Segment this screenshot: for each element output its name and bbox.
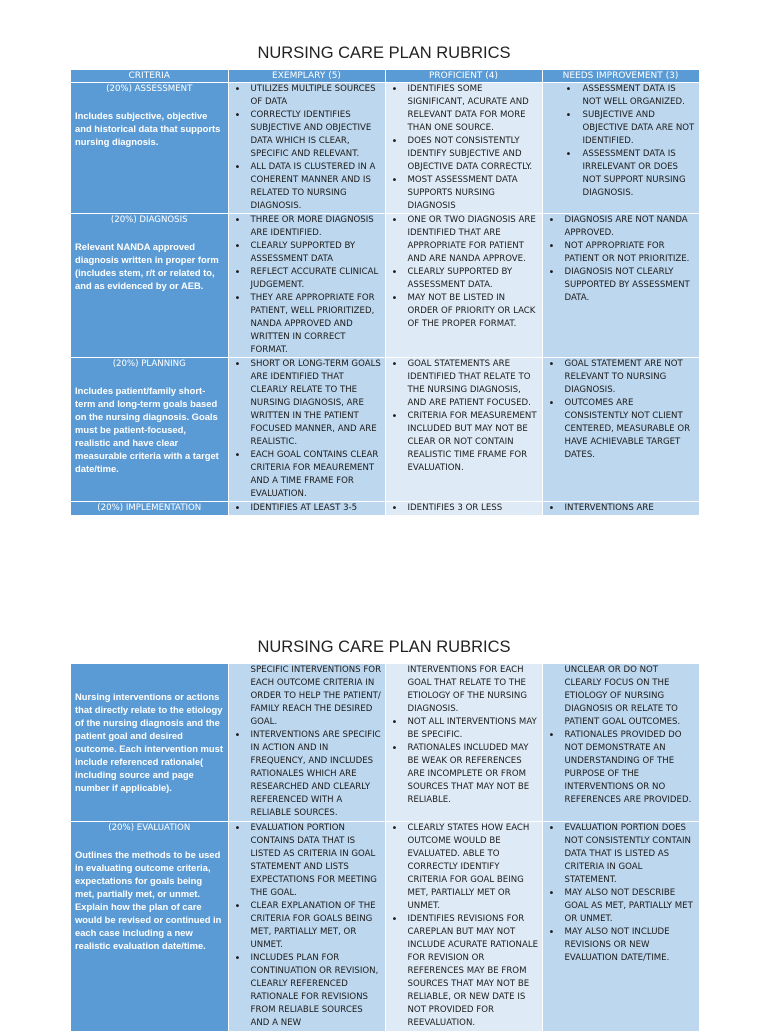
list-item: • INTERVENTIONS ARE SPECIFIC IN ACTION AND IN FREQUENCY, AND INCLUDES RATIONALES WHICH ARE RESEARCHED AND CLEARLY REFERENCED WITH A RELIABLE SOURCES. bbox=[229, 729, 385, 820]
cell-needs-improvement bbox=[542, 821, 699, 1031]
criteria-assessment bbox=[71, 83, 228, 214]
cell-exemplary bbox=[228, 821, 385, 1031]
list-item: • IDENTIFIES REVISIONS FOR CAREPLAN BUT MAY NOT INCLUDE ACURATE RATIONALE FOR REVISION OR REFERENCES MAY BE FROM SOURCES THAT MAY NOT BE RELIABLE, OR NEW DATE IS NOT PROVIDED FOR REEVALUATION. bbox=[386, 913, 542, 1030]
cell-exemplary bbox=[228, 502, 385, 516]
list-item: • ONE OR TWO DIAGNOSIS ARE IDENTIFIED THAT ARE APPROPRIATE FOR PATIENT AND ARE NANDA APPROVE. bbox=[386, 214, 542, 266]
cell-proficient bbox=[385, 664, 542, 821]
list-item: • DOES NOT CONSISTENTLY IDENTIFY SUBJECTIVE AND OBJECTIVE DATA CORRECTLY. bbox=[386, 135, 542, 174]
bullet-list bbox=[386, 716, 542, 807]
criteria-implementation bbox=[71, 502, 228, 516]
list-item: • THEY ARE APPROPRIATE FOR PATIENT, WELL PRIORITIZED, NANDA APPROVED AND WRITTEN IN CORRECT FORMAT. bbox=[229, 292, 385, 357]
criteria-title: (20%) IMPLEMENTATION bbox=[97, 503, 202, 513]
list-item: • MOST ASSESSMENT DATA SUPPORTS NURSING DIAGNOSIS bbox=[386, 174, 542, 213]
row-evaluation bbox=[71, 821, 699, 1031]
header-criteria: CRITERIA bbox=[71, 70, 228, 83]
list-item: • OUTCOMES ARE CONSISTENTLY NOT CLIENT CENTERED, MEASURABLE OR HAVE ACHIEVABLE TARGET DATES. bbox=[543, 397, 699, 462]
list-item: • CLEARLY STATES HOW EACH OUTCOME WOULD BE EVALUATED. ABLE TO CORRECTLY IDENTIFY CRITERIA FOR GOAL BEING MET, PARTIALLY MET OR UNMET. bbox=[386, 822, 542, 913]
bullet-list bbox=[543, 214, 699, 305]
bullet-list bbox=[229, 83, 385, 213]
criteria-evaluation bbox=[71, 821, 228, 1031]
bullet-list bbox=[229, 729, 385, 820]
bullet-list bbox=[386, 83, 542, 213]
header-exemplary: EXEMPLARY (5) bbox=[228, 70, 385, 83]
bullet-list bbox=[229, 822, 385, 1030]
list-item: • EVALUATION PORTION CONTAINS DATA THAT IS LISTED AS CRITERIA IN GOAL STATEMENT AND LISTS EXPECTATIONS FOR MEETING THE GOAL. bbox=[229, 822, 385, 900]
row-implementation bbox=[71, 502, 699, 516]
bullet-list bbox=[386, 358, 542, 475]
cell-needs-improvement bbox=[542, 83, 699, 214]
list-item: • INTERVENTIONS ARE bbox=[543, 502, 699, 515]
cell-proficient bbox=[385, 83, 542, 214]
criteria-description: Relevant NANDA approved diagnosis written in proper form (includes stem, r/t or related to, and as evidenced by or AEB. bbox=[75, 241, 219, 291]
criteria-description: Includes patient/family short-term and long-term goals based on the nursing diagnosis. Goals must be patient-focused, realistic and have clear measurable criteria with a target date/time. bbox=[75, 385, 219, 474]
list-item: • GOAL STATEMENT ARE NOT RELEVANT TO NURSING DIAGNOSIS. bbox=[543, 358, 699, 397]
bullet-list bbox=[543, 83, 699, 200]
cell-needs-improvement bbox=[542, 664, 699, 821]
cell-proficient bbox=[385, 214, 542, 358]
list-item: • MAY ALSO NOT INCLUDE REVISIONS OR NEW EVALUATION DATE/TIME. bbox=[543, 926, 699, 965]
list-item: • CORRECTLY IDENTIFIES SUBJECTIVE AND OBJECTIVE DATA WHICH IS CLEAR, SPECIFIC AND RELEVANT. bbox=[229, 109, 385, 161]
criteria-planning bbox=[71, 358, 228, 502]
criteria-title: (20%) PLANNING bbox=[112, 359, 186, 369]
list-item: • IDENTIFIES SOME SIGNIFICANT, ACURATE AND RELEVANT DATA FOR MORE THAN ONE SOURCE. bbox=[386, 83, 542, 135]
cell-proficient bbox=[385, 358, 542, 502]
list-item: • CLEARLY SUPPORTED BY ASSESSMENT DATA bbox=[229, 240, 385, 266]
cell-exemplary bbox=[228, 358, 385, 502]
row-planning bbox=[71, 358, 699, 502]
cell-proficient bbox=[385, 502, 542, 516]
list-item: • RATIONALES INCLUDED MAY BE WEAK OR REFERENCES ARE INCOMPLETE OR FROM SOURCES THAT MAY NOT BE RELIABLE. bbox=[386, 742, 542, 807]
bullet-list bbox=[386, 214, 542, 331]
criteria-implementation bbox=[71, 664, 228, 821]
criteria-title: (20%) EVALUATION bbox=[108, 822, 191, 833]
list-item: • DIAGNOSIS ARE NOT NANDA APPROVED. bbox=[543, 214, 699, 240]
list-item: • RATIONALES PROVIDED DO NOT DEMONSTRATE AN UNDERSTANDING OF THE PURPOSE OF THE INTERVENTIONS OR NO REFERENCES ARE PROVIDED. bbox=[543, 729, 699, 807]
criteria-diagnosis bbox=[71, 214, 228, 358]
cell-needs-improvement bbox=[542, 214, 699, 358]
list-item: • IDENTIFIES 3 OR LESS bbox=[386, 502, 542, 515]
list-item: • NOT ALL INTERVENTIONS MAY BE SPECIFIC. bbox=[386, 716, 542, 742]
list-item: • SUBJECTIVE AND OBJECTIVE DATA ARE NOT IDENTIFIED. bbox=[543, 109, 699, 148]
list-item: • NOT APPROPRIATE FOR PATIENT OR NOT PRIORITIZE. bbox=[543, 240, 699, 266]
continued-text: UNCLEAR OR DO NOT CLEARLY FOCUS ON THE ETIOLOGY OF NURSING DIAGNOSIS OR RELATE TO PATIENT GOAL OUTCOMES. bbox=[564, 665, 681, 727]
rubric-table-page1 bbox=[71, 70, 700, 516]
list-item: • CLEAR EXPLANATION OF THE CRITERIA FOR GOALS BEING MET, PARTIALLY MET, OR UNMET. bbox=[229, 900, 385, 952]
list-item: • ALL DATA IS CLUSTERED IN A COHERENT MANNER AND IS RELATED TO NURSING DIAGNOSIS. bbox=[229, 161, 385, 213]
list-item: • REFLECT ACCURATE CLINICAL JUDGEMENT. bbox=[229, 266, 385, 292]
bullet-list bbox=[229, 214, 385, 357]
cell-exemplary bbox=[228, 83, 385, 214]
page-title: NURSING CARE PLAN RUBRICS bbox=[257, 44, 511, 62]
bullet-list bbox=[543, 729, 699, 807]
list-item: • DIAGNOSIS NOT CLEARLY SUPPORTED BY ASSESSMENT DATA. bbox=[543, 266, 699, 305]
list-item: • EVALUATION PORTION DOES NOT CONSISTENTLY CONTAIN DATA THAT IS LISTED AS CRITERIA IN GOAL STATEMENT. bbox=[543, 822, 699, 887]
bullet-list bbox=[386, 822, 542, 1030]
list-item: • CLEARLY SUPPORTED BY ASSESSMENT DATA. bbox=[386, 266, 542, 292]
list-item: • THREE OR MORE DIAGNOSIS ARE IDENTIFIED. bbox=[229, 214, 385, 240]
criteria-title: (20%) ASSESSMENT bbox=[106, 84, 193, 94]
list-item: • ASSESSMENT DATA IS NOT WELL ORGANIZED. bbox=[543, 83, 699, 109]
header-row bbox=[71, 70, 699, 83]
list-item: • ASSESSMENT DATA IS IRRELEVANT OR DOES NOT SUPPORT NURSING DIAGNOSIS. bbox=[543, 148, 699, 200]
page-title: NURSING CARE PLAN RUBRICS bbox=[257, 638, 511, 656]
row-implementation-continued bbox=[71, 664, 699, 821]
header-proficient: PROFICIENT (4) bbox=[385, 70, 542, 83]
bullet-list bbox=[543, 358, 699, 462]
bullet-list bbox=[543, 822, 699, 965]
list-item: • INCLUDES PLAN FOR CONTINUATION OR REVISION, CLEARLY REFERENCED RATIONALE FOR REVISIONS FROM RELIABLE SOURCES AND A NEW bbox=[229, 952, 385, 1030]
bullet-list bbox=[229, 358, 385, 501]
continued-text: SPECIFIC INTERVENTIONS FOR EACH OUTCOME CRITERIA IN ORDER TO HELP THE PATIENT/ FAMILY REACH THE DESIRED GOAL. bbox=[250, 665, 382, 727]
criteria-title: (20%) DIAGNOSIS bbox=[110, 215, 188, 225]
rubric-table-page2 bbox=[71, 664, 700, 1032]
cell-needs-improvement bbox=[542, 502, 699, 516]
criteria-description: Includes subjective, objective and historical data that supports nursing diagnosis. bbox=[75, 110, 221, 147]
cell-exemplary bbox=[228, 664, 385, 821]
criteria-description: Nursing interventions or actions that directly relate to the etiology of the nursing diagnosis and the patient goal and desired outcome. Each intervention must include referenced rationale( including source and page number if applicable). bbox=[75, 691, 223, 794]
cell-proficient bbox=[385, 821, 542, 1031]
list-item: • MAY ALSO NOT DESCRIBE GOAL AS MET, PARTIALLY MET OR UNMET. bbox=[543, 887, 699, 926]
list-item: • MAY NOT BE LISTED IN ORDER OF PRIORITY OR LACK OF THE PROPER FORMAT. bbox=[386, 292, 542, 331]
list-item: • SHORT OR LONG-TERM GOALS ARE IDENTIFIED THAT CLEARLY RELATE TO THE NURSING DIAGNOSIS, ARE WRITTEN IN THE PATIENT FOCUSED MANNER, AND ARE REALISTIC. bbox=[229, 358, 385, 449]
list-item: • EACH GOAL CONTAINS CLEAR CRITERIA FOR MEAUREMENT AND A TIME FRAME FOR EVALUATION. bbox=[229, 449, 385, 501]
list-item: • GOAL STATEMENTS ARE IDENTIFIED THAT RELATE TO THE NURSING DIAGNOSIS, AND ARE PATIENT FOCUSED. bbox=[386, 358, 542, 410]
cell-needs-improvement bbox=[542, 358, 699, 502]
list-item: • CRITERIA FOR MEASUREMENT INCLUDED BUT MAY NOT BE CLEAR OR NOT CONTAIN REALISTIC TIME FRAME FOR EVALUATION. bbox=[386, 410, 542, 475]
row-assessment bbox=[71, 83, 699, 214]
cell-exemplary bbox=[228, 214, 385, 358]
continued-text: INTERVENTIONS FOR EACH GOAL THAT RELATE TO THE ETIOLOGY OF THE NURSING DIAGNOSIS. bbox=[407, 665, 528, 714]
criteria-description: Outlines the methods to be used in evaluating outcome criteria, expectations for goals being met, partially met, or unmet. Explain how the plan of care would be revised or continued in each case including a new realistic evaluation date/time. bbox=[75, 848, 222, 951]
header-needs-improvement: NEEDS IMPROVEMENT (3) bbox=[542, 70, 699, 83]
list-item: • UTILIZES MULTIPLE SOURCES OF DATA bbox=[229, 83, 385, 109]
list-item: • IDENTIFIES AT LEAST 3-5 bbox=[229, 502, 385, 515]
row-diagnosis bbox=[71, 214, 699, 358]
